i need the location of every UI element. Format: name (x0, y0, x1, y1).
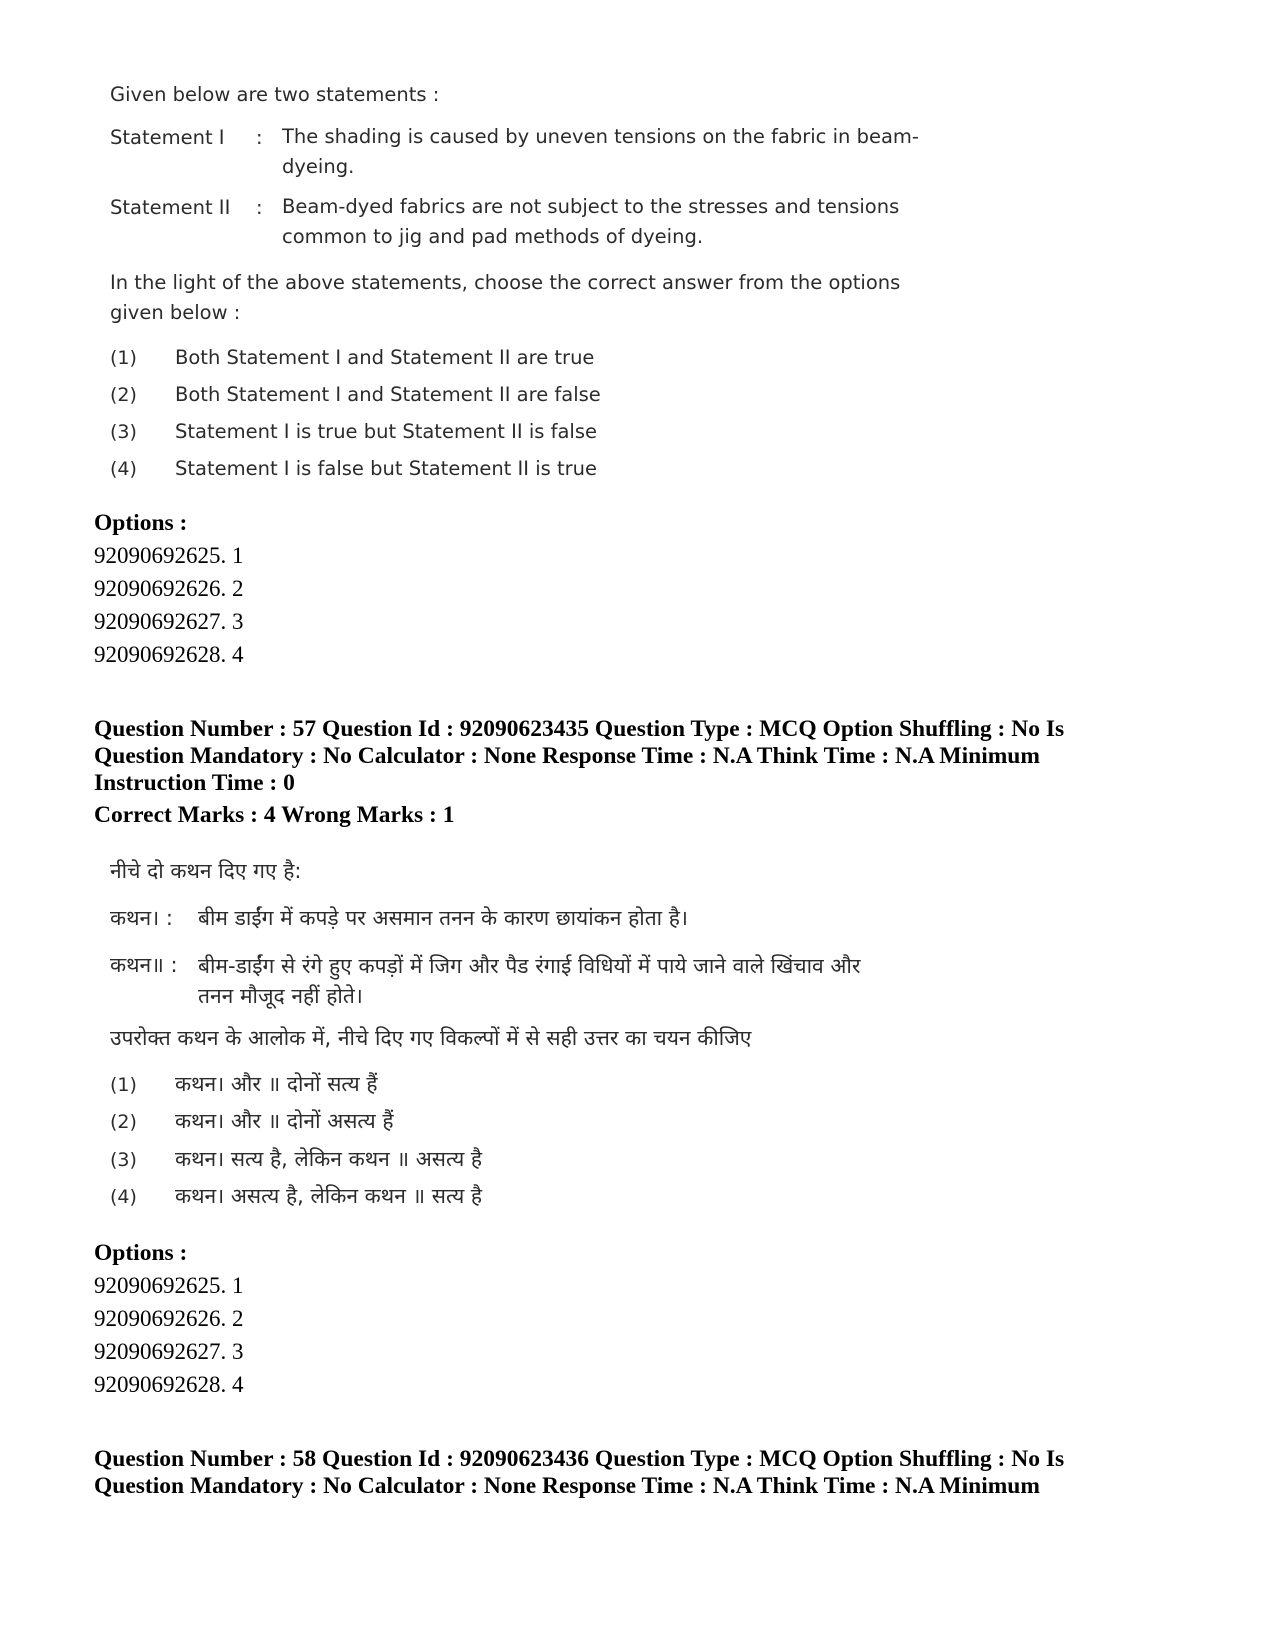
statement-1-line1: The shading is caused by uneven tensions on the fabric in beam- (282, 125, 919, 148)
option-item: 92090692628. 4 (94, 1372, 244, 1397)
choice-text: Both Statement I and Statement II are true (175, 346, 595, 369)
statement-1-line2: dyeing. (282, 155, 355, 178)
choice-number: (4) (110, 458, 137, 480)
statement-2-line2: common to jig and pad methods of dyeing. (282, 225, 704, 248)
choice-number: (2) (110, 384, 137, 406)
option-item: 92090692626. 2 (94, 1306, 244, 1331)
instruction-text: उपरोक्त कथन के आलोक में, नीचे दिए गए विकल्पों में से सही उत्तर का चयन कीजिए (110, 1026, 752, 1050)
statement-2-label: कथन॥ : (110, 953, 178, 977)
statement-2-label: Statement II (110, 196, 231, 219)
choice-text: कथन। और ॥ दोनों असत्य हैं (175, 1109, 394, 1133)
question-marks: Correct Marks : 4 Wrong Marks : 1 (94, 802, 455, 828)
statement-2-line1: बीम-डाईंग से रंगे हुए कपड़ों में जिग और पैड रंगाई विधियों में पाये जाने वाले खिंचाव और (198, 954, 861, 978)
choice-text: कथन। असत्य है, लेकिन कथन ॥ सत्य है (175, 1184, 483, 1208)
choice-text: Statement I is false but Statement II is true (175, 457, 598, 480)
question-meta-line3: Instruction Time : 0 (94, 770, 295, 796)
options-title: Options : (94, 510, 188, 536)
option-item: 92090692627. 3 (94, 1339, 244, 1364)
statements-intro: नीचे दो कथन दिए गए है: (110, 859, 302, 883)
statement-1-text (282, 122, 922, 182)
option-item: 92090692625. 1 (94, 543, 244, 568)
statement-2-text (198, 951, 860, 1011)
statement-2-text (282, 192, 922, 252)
instruction-line2: given below : (110, 301, 241, 324)
statement-1-text: बीम डाईंग में कपड़े पर असमान तनन के कारण छायांकन होता है। (198, 906, 688, 930)
option-item: 92090692626. 2 (94, 576, 244, 601)
options-title: Options : (94, 1240, 188, 1266)
choice-number: (1) (110, 1074, 137, 1096)
option-item: 92090692628. 4 (94, 642, 244, 667)
choice-text: कथन। और ॥ दोनों सत्य हैं (175, 1072, 378, 1096)
statement-2-line2: तनन मौजूद नहीं होते। (198, 984, 363, 1008)
statement-1-label: Statement I (110, 126, 225, 149)
option-item: 92090692625. 1 (94, 1273, 244, 1298)
statement-1-colon: : (256, 126, 263, 149)
choice-number: (2) (110, 1111, 137, 1133)
instruction-text (110, 268, 900, 328)
statement-1-label: कथन। : (110, 906, 173, 930)
statement-2-colon: : (256, 196, 263, 219)
statement-2-line1: Beam-dyed fabrics are not subject to the stresses and tensions (282, 195, 900, 218)
choice-number: (3) (110, 421, 137, 443)
statements-intro: Given below are two statements : (110, 83, 440, 106)
question-meta-line2: Question Mandatory : No Calculator : None Response Time : N.A Think Time : N.A Minimum (94, 1473, 1040, 1499)
question-meta-line1: Question Number : 57 Question Id : 92090623435 Question Type : MCQ Option Shuffling : No Is (94, 716, 1065, 742)
choice-text: Statement I is true but Statement II is false (175, 420, 598, 443)
choice-number: (3) (110, 1149, 137, 1171)
question-meta-line1: Question Number : 58 Question Id : 92090623436 Question Type : MCQ Option Shuffling : No Is (94, 1446, 1065, 1472)
choice-number: (4) (110, 1186, 137, 1208)
choice-text: कथन। सत्य है, लेकिन कथन ॥ असत्य है (175, 1147, 483, 1171)
choice-number: (1) (110, 347, 137, 369)
choice-text: Both Statement I and Statement II are false (175, 383, 601, 406)
instruction-line1: In the light of the above statements, choose the correct answer from the options (110, 271, 901, 294)
question-meta-line2: Question Mandatory : No Calculator : None Response Time : N.A Think Time : N.A Minimum (94, 743, 1040, 769)
option-item: 92090692627. 3 (94, 609, 244, 634)
